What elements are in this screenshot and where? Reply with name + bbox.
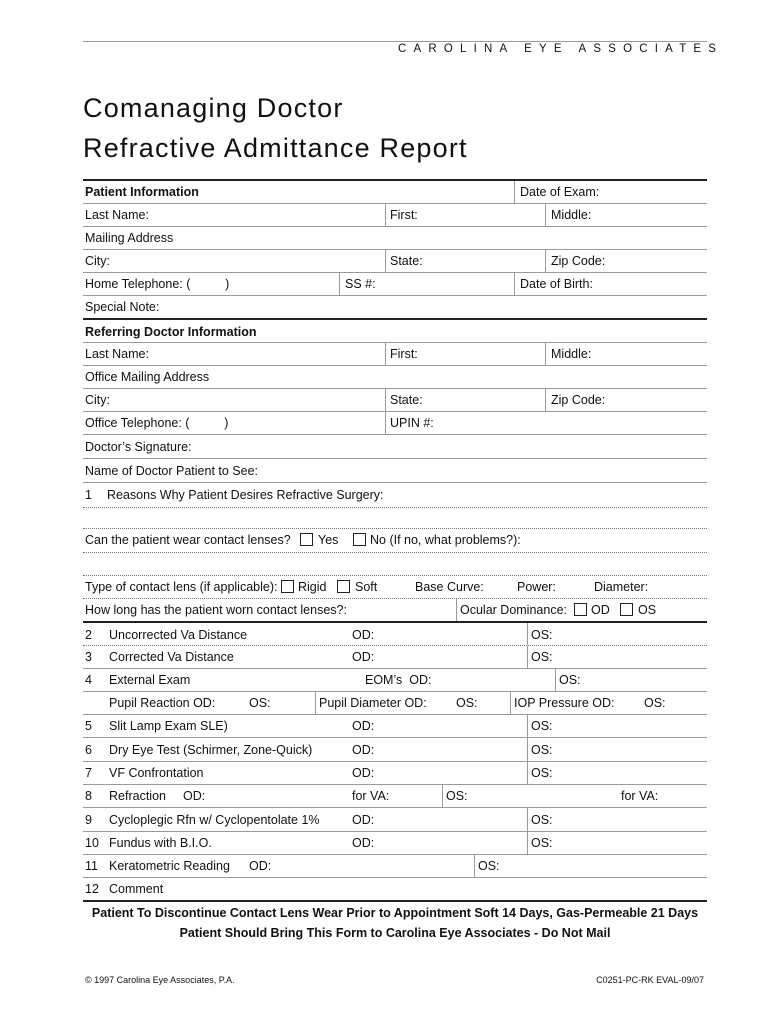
doctor-zip-field[interactable]: Zip Code: bbox=[551, 393, 606, 407]
divider bbox=[385, 412, 386, 434]
rule bbox=[83, 784, 707, 785]
row-number: 9 bbox=[85, 813, 92, 827]
doctor-office-telephone-field[interactable]: Office Telephone: ( ) bbox=[85, 416, 229, 430]
keratometric-label: Keratometric Reading bbox=[109, 859, 230, 873]
fundus-os-field[interactable]: OS: bbox=[531, 836, 553, 850]
divider bbox=[527, 646, 528, 668]
iop-od-field[interactable]: IOP Pressure OD: bbox=[514, 696, 615, 710]
diameter-field[interactable]: Diameter: bbox=[594, 580, 649, 594]
rule bbox=[83, 482, 707, 483]
reasons-number: 1 bbox=[85, 488, 92, 502]
pupil-diameter-od-field[interactable]: Pupil Diameter OD: bbox=[319, 696, 427, 710]
dry-eye-os-field[interactable]: OS: bbox=[531, 743, 553, 757]
divider bbox=[339, 273, 340, 295]
rule bbox=[83, 854, 707, 855]
fundus-label: Fundus with B.I.O. bbox=[109, 836, 212, 850]
patient-zip-field[interactable]: Zip Code: bbox=[551, 254, 606, 268]
copyright: © 1997 Carolina Eye Associates, P.A. bbox=[85, 975, 235, 985]
rule bbox=[83, 807, 707, 808]
divider bbox=[315, 692, 316, 714]
dry-eye-label: Dry Eye Test (Schirmer, Zone-Quick) bbox=[109, 743, 313, 757]
contacts-yes-label: Yes bbox=[318, 533, 339, 547]
doctor-upin-field[interactable]: UPIN #: bbox=[390, 416, 434, 430]
row-number: 2 bbox=[85, 628, 92, 642]
section-rule-patient bbox=[83, 179, 707, 181]
cycloplegic-od-field[interactable]: OD: bbox=[352, 813, 375, 827]
doctor-last-name-field[interactable]: Last Name: bbox=[85, 347, 149, 361]
patient-last-name-field[interactable]: Last Name: bbox=[85, 208, 149, 222]
divider bbox=[385, 343, 386, 365]
divider bbox=[545, 389, 546, 411]
brand-name: CAROLINA EYE ASSOCIATES bbox=[398, 43, 724, 55]
dominance-od-label: OD bbox=[591, 603, 610, 617]
doctor-first-field[interactable]: First: bbox=[390, 347, 418, 361]
patient-state-field[interactable]: State: bbox=[390, 254, 423, 268]
divider bbox=[527, 715, 528, 737]
contacts-yes-checkbox[interactable] bbox=[300, 533, 313, 546]
divider bbox=[545, 250, 546, 272]
power-field[interactable]: Power: bbox=[517, 580, 556, 594]
rule bbox=[83, 411, 707, 412]
rule bbox=[83, 668, 707, 669]
row-number: 8 bbox=[85, 789, 92, 803]
contacts-question: Can the patient wear contact lenses? bbox=[85, 533, 291, 547]
row-number: 3 bbox=[85, 650, 92, 664]
dry-eye-od-field[interactable]: OD: bbox=[352, 743, 375, 757]
header-rule bbox=[83, 41, 707, 42]
contacts-no-checkbox[interactable] bbox=[353, 533, 366, 546]
rule bbox=[83, 388, 707, 389]
corrected-va-os-field[interactable]: OS: bbox=[531, 650, 553, 664]
slit-lamp-label: Slit Lamp Exam SLE) bbox=[109, 719, 228, 733]
slit-lamp-od-field[interactable]: OD: bbox=[352, 719, 375, 733]
rule bbox=[83, 249, 707, 250]
iop-os-field[interactable]: OS: bbox=[644, 696, 666, 710]
section-label-referring: Referring Doctor Information bbox=[85, 325, 257, 339]
rule bbox=[83, 877, 707, 878]
eom-os-field[interactable]: OS: bbox=[559, 673, 581, 687]
rigid-checkbox[interactable] bbox=[281, 580, 294, 593]
divider bbox=[514, 181, 515, 203]
row-number: 12 bbox=[85, 882, 99, 896]
patient-dob-field[interactable]: Date of Birth: bbox=[520, 277, 593, 291]
doctor-middle-field[interactable]: Middle: bbox=[551, 347, 592, 361]
lens-type-label: Type of contact lens (if applicable): bbox=[85, 580, 278, 594]
cycloplegic-os-field[interactable]: OS: bbox=[531, 813, 553, 827]
keratometric-os-field[interactable]: OS: bbox=[478, 859, 500, 873]
patient-mailing-address-field[interactable]: Mailing Address bbox=[85, 231, 174, 245]
refraction-label: Refraction bbox=[109, 789, 166, 803]
rule bbox=[83, 737, 707, 738]
rule bbox=[83, 761, 707, 762]
pupil-diameter-os-field[interactable]: OS: bbox=[456, 696, 478, 710]
divider bbox=[385, 204, 386, 226]
divider bbox=[510, 692, 511, 714]
rule bbox=[83, 203, 707, 204]
divider bbox=[555, 669, 556, 691]
uncorrected-va-os-field[interactable]: OS: bbox=[531, 628, 553, 642]
divider bbox=[527, 623, 528, 645]
section-rule-referring bbox=[83, 318, 707, 320]
pupil-reaction-od-field[interactable]: Pupil Reaction OD: bbox=[109, 696, 216, 710]
divider bbox=[456, 599, 457, 621]
patient-first-field[interactable]: First: bbox=[390, 208, 418, 222]
reasons-field[interactable]: Reasons Why Patient Desires Refractive Surgery: bbox=[107, 488, 384, 502]
divider bbox=[514, 273, 515, 295]
rule bbox=[83, 434, 707, 435]
date-of-exam-field[interactable]: Date of Exam: bbox=[520, 185, 600, 199]
cycloplegic-label: Cycloplegic Rfn w/ Cyclopentolate 1% bbox=[109, 813, 320, 827]
form-code: C0251-PC-RK EVAL-09/07 bbox=[596, 975, 704, 985]
base-curve-field[interactable]: Base Curve: bbox=[415, 580, 484, 594]
rule bbox=[83, 226, 707, 227]
slit-lamp-os-field[interactable]: OS: bbox=[531, 719, 553, 733]
uncorrected-va-label: Uncorrected Va Distance bbox=[109, 628, 248, 642]
external-exam-label: External Exam bbox=[109, 673, 191, 687]
doctor-office-address-field[interactable]: Office Mailing Address bbox=[85, 370, 210, 384]
row-number: 11 bbox=[85, 859, 98, 873]
doctor-state-field[interactable]: State: bbox=[390, 393, 423, 407]
rule bbox=[83, 272, 707, 273]
patient-city-field[interactable]: City: bbox=[85, 254, 110, 268]
rule bbox=[83, 458, 707, 459]
comment-field[interactable]: Comment bbox=[109, 882, 164, 896]
dominance-os-checkbox[interactable] bbox=[620, 603, 633, 616]
divider bbox=[545, 343, 546, 365]
title-line-2: Refractive Admittance Report bbox=[83, 133, 468, 163]
vf-od-field[interactable]: OD: bbox=[352, 766, 375, 780]
pupil-reaction-os-field[interactable]: OS: bbox=[249, 696, 271, 710]
patient-special-note-field[interactable]: Special Note: bbox=[85, 300, 160, 314]
refraction-od-field[interactable]: OD: bbox=[183, 789, 206, 803]
rigid-label: Rigid bbox=[298, 580, 327, 594]
divider bbox=[385, 389, 386, 411]
rule bbox=[83, 365, 707, 366]
rule bbox=[83, 645, 707, 646]
divider bbox=[527, 762, 528, 784]
title-line-1: Comanaging Doctor bbox=[83, 93, 344, 123]
row-number: 6 bbox=[85, 743, 92, 757]
section-label-patient: Patient Information bbox=[85, 185, 199, 199]
soft-checkbox[interactable] bbox=[337, 580, 350, 593]
vf-os-field[interactable]: OS: bbox=[531, 766, 553, 780]
patient-home-telephone-field[interactable]: Home Telephone: ( ) bbox=[85, 277, 230, 291]
rule bbox=[83, 691, 707, 692]
dominance-os-label: OS bbox=[638, 603, 657, 617]
doctor-signature-field[interactable]: Doctor’s Signature: bbox=[85, 440, 192, 454]
ocular-dominance-label: Ocular Dominance: bbox=[460, 603, 567, 617]
vf-confrontation-label: VF Confrontation bbox=[109, 766, 204, 780]
row-number: 7 bbox=[85, 766, 92, 780]
notice-bring-form: Patient Should Bring This Form to Carolina Eye Associates - Do Not Mail bbox=[179, 926, 611, 940]
divider bbox=[527, 808, 528, 831]
rule bbox=[83, 831, 707, 832]
rule bbox=[83, 528, 707, 529]
rule bbox=[83, 295, 707, 296]
divider bbox=[527, 738, 528, 761]
fundus-od-field[interactable]: OD: bbox=[352, 836, 375, 850]
refraction-od-va-field[interactable]: for VA: bbox=[352, 789, 390, 803]
uncorrected-va-od-field[interactable]: OD: bbox=[352, 628, 375, 642]
section-rule-bottom bbox=[83, 900, 707, 902]
doctor-to-see-field[interactable]: Name of Doctor Patient to See: bbox=[85, 464, 259, 478]
dominance-od-checkbox[interactable] bbox=[574, 603, 587, 616]
divider bbox=[545, 204, 546, 226]
corrected-va-label: Corrected Va Distance bbox=[109, 650, 234, 664]
section-rule-exam bbox=[83, 621, 707, 623]
row-number: 4 bbox=[85, 673, 92, 687]
contacts-no-label: No (If no, what problems?): bbox=[370, 533, 521, 547]
row-number: 5 bbox=[85, 719, 92, 733]
divider bbox=[527, 832, 528, 854]
soft-label: Soft bbox=[355, 580, 378, 594]
doctor-city-field[interactable]: City: bbox=[85, 393, 110, 407]
wear-duration-field[interactable]: How long has the patient worn contact lenses?: bbox=[85, 603, 347, 617]
patient-middle-field[interactable]: Middle: bbox=[551, 208, 592, 222]
rule bbox=[83, 342, 707, 343]
divider bbox=[474, 855, 475, 877]
rule bbox=[83, 507, 707, 508]
eom-od-field[interactable]: EOM’s OD: bbox=[365, 673, 432, 687]
rule bbox=[83, 575, 707, 576]
rule bbox=[83, 598, 707, 599]
divider bbox=[442, 785, 443, 807]
refraction-os-field[interactable]: OS: bbox=[446, 789, 468, 803]
refraction-os-va-field[interactable]: for VA: bbox=[621, 789, 659, 803]
notice-discontinue-contacts: Patient To Discontinue Contact Lens Wear Prior to Appointment Soft 14 Days, Gas-Permeable 21 Days bbox=[91, 906, 699, 920]
patient-ss-field[interactable]: SS #: bbox=[345, 277, 376, 291]
rule bbox=[83, 552, 707, 553]
keratometric-od-field[interactable]: OD: bbox=[249, 859, 272, 873]
divider bbox=[385, 250, 386, 272]
row-number: 10 bbox=[85, 836, 99, 850]
corrected-va-od-field[interactable]: OD: bbox=[352, 650, 375, 664]
rule bbox=[83, 714, 707, 715]
